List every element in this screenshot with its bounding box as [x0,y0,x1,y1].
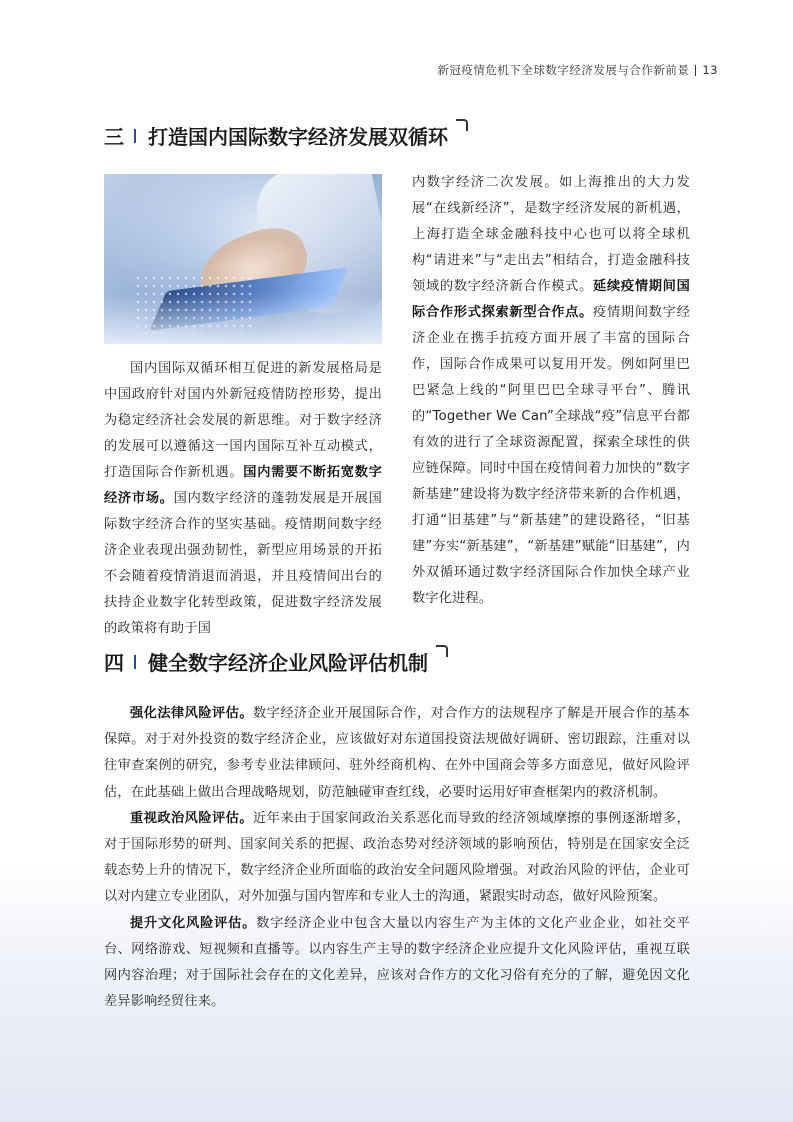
paragraph-lead: 延续疫情期间国际合作形式探索新型合作点。 [412,279,690,320]
section4-body [104,701,690,1015]
paragraph-lead: 国内需要不断拓宽数字经济市场。 [104,465,383,506]
left-column [104,356,382,642]
running-header [437,62,718,78]
section-number: 四 [104,651,124,675]
page-number: 13 [702,63,718,77]
section-heading-3 [104,121,468,150]
paragraph-text: 近年来由于国家间政治关系恶化而导致的经济领域摩擦的事例逐渐增多，对于国际形势的研判、国家间关系的把握、政治态势对经济领域的影响预估，特别是在国家安全泛载态势上升的情况下，数字经济企业所面临的政治安全问题风险增强。对政治风险的评估，企业可以对内建立专业团队，对外加强与国内智库和专业人士的沟通，紧跟实时动态，做好风险预案。 [104,810,690,905]
section-number: 三 [104,125,124,149]
left-paragraph [104,356,382,642]
paragraph-text: 国内国际双循环相互促进的新发展格局是中国政府针对国内外新冠疫情防控形势，提出为稳定经济社会发展的新思维。对于数字经济的发展可以遵循这一国内国际互补互动模式，打造国际合作新机遇。 [104,361,382,480]
corner-mark-icon [456,119,468,131]
heading-bar [134,655,136,669]
paragraph-text: 内数字经济二次发展。如上海推出的大力发展“在线新经济”，是数字经济发展的新机遇，上海打造全球金融科技中心也可以将全球机构“请进来”与“走出去”相结合，打造金融科技领域的数字经济新合作模式。 [412,175,690,294]
paragraph-lead: 强化法律风险评估。 [130,706,253,721]
paragraph-text: 数字经济企业中包含大量以内容生产为主体的文化产业企业，如社交平台、网络游戏、短视频和直播等。以内容生产主导的数字经济企业应提升文化风险评估，重视互联网内容治理；对于国际社会存在的文化差异，应该对合作方的文化习俗有充分的了解，避免因文化差异影响经贸往来。 [104,915,690,1010]
header-divider [695,65,696,76]
right-paragraph [412,170,690,612]
paragraph-political-risk [104,806,690,911]
corner-mark-icon [436,645,448,657]
paragraph-legal-risk [104,701,690,806]
paragraph-lead: 提升文化风险评估。 [130,915,257,931]
paragraph-lead: 重视政治风险评估。 [130,810,253,826]
paragraph-cultural-risk [104,911,690,1016]
heading-bar [134,129,136,143]
paragraph-text: 疫情期间数字经济企业在携手抗疫方面开展了丰富的国际合作，国际合作成果可以复用开发。例如阿里巴巴紧急上线的“阿里巴巴全球寻平台”、腾讯的“Together We Can”全球战“疫”信息平台都有效的进行了全球资源配置，探索全球性的供应链保障。同时中国在疫情间着力加快的“数字新基建”建设将为数字经济带来新的合作机遇，打通“旧基建”与“新基建”的建设路径，“旧基建”夯实“新基建”，“新基建”赋能“旧基建”，内外双循环通过数字经济国际合作加快全球产业数字化进程。 [412,305,690,606]
paragraph-text: 数字经济企业开展国际合作，对合作方的法规程序了解是开展合作的基本保障。对于对外投资的数字经济企业，应该做好对东道国投资法规做好调研、密切跟踪，注重对以往审查案例的研究，参考专业法律顾问、驻外经商机构、在外中国商会等多方面意见，做好风险评估，在此基础上做出合理战略规划，防范触碰审查红线，必要时运用好审查框架内的救济机制。 [104,706,690,800]
running-header-title: 新冠疫情危机下全球数字经济发展与合作新前景 [437,63,690,77]
section-heading-4 [104,647,448,676]
section-title: 健全数字经济企业风险评估机制 [148,651,428,675]
paragraph-text: 国内数字经济的蓬勃发展是开展国际数字经济合作的坚实基础。疫情期间数字经济企业表现出强劲韧性，新型应用场景的开拓不会随着疫情消退而消退，并且疫情间出台的扶持企业数字化转型政策，促进数字经济发展的政策将有助于国 [104,491,383,636]
right-column [412,170,690,612]
section-title: 打造国内国际数字经济发展双循环 [148,125,448,149]
digital-tablet-photo [104,174,382,344]
